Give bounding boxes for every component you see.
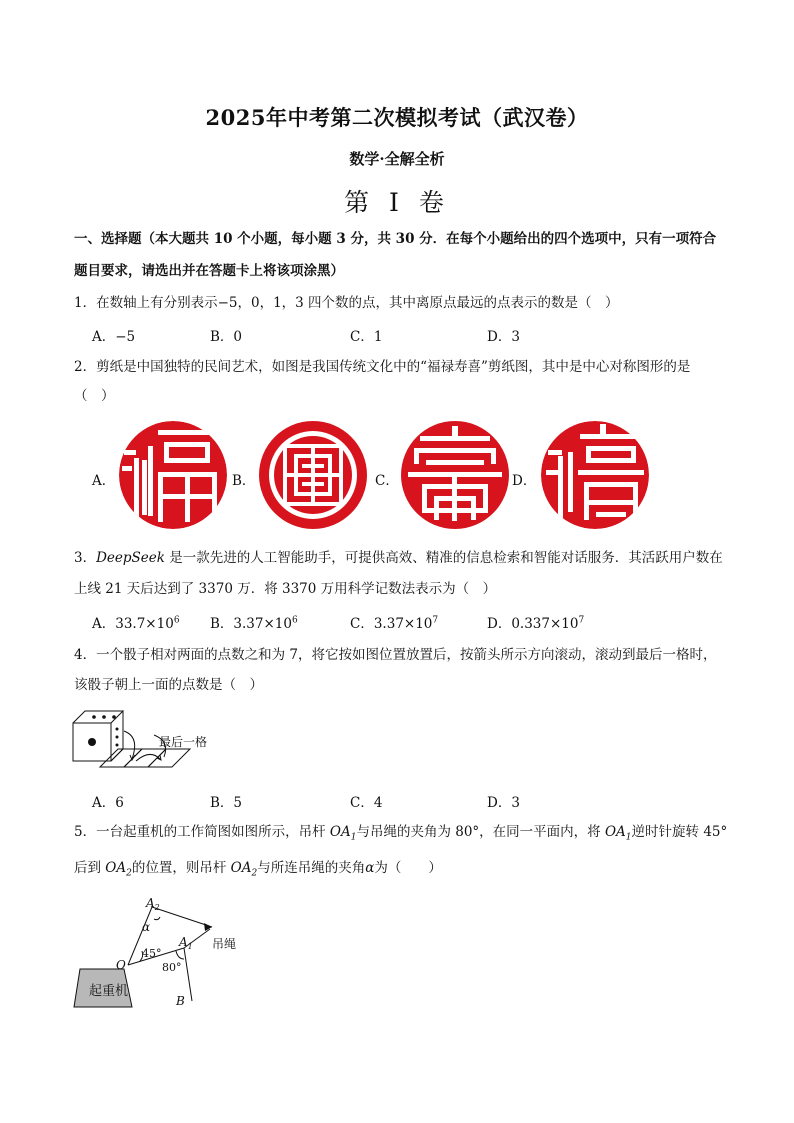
label-o: O [116, 958, 126, 972]
fu-papercut-icon [118, 420, 228, 530]
q4-option-b: B．5 [210, 795, 243, 811]
q1-option-d: D．3 [487, 329, 520, 345]
q3-option-d-label: D． [487, 616, 512, 632]
shou-papercut-icon [400, 420, 510, 530]
q1-stem: 1．在数轴上有分别表示−5，0，1，3 四个数的点，其中离原点最远的点表示的数是（ ） [74, 295, 619, 311]
q4-option-c: C．4 [350, 795, 383, 811]
crane-label: 起重机 [89, 984, 129, 999]
q3-option-d-mantissa: 0.337×10 [511, 616, 579, 632]
q1-option-c: C．1 [350, 329, 383, 345]
q2-option-c-label: C． [375, 473, 399, 489]
q2-option-d-label: D． [512, 473, 537, 489]
q5-oa1-again-main: OA [604, 824, 626, 840]
q5-stem-part4: 后到 [74, 860, 106, 876]
volume-heading: 第 I 卷 [344, 188, 450, 217]
q1-option-b: B．0 [210, 329, 243, 345]
q5-stem-part1: 5．一台起重机的工作简图如图所示，吊杆 [74, 824, 330, 840]
label-rope: 吊绳 [212, 937, 237, 951]
q3-option-a-label: A． [92, 616, 116, 632]
q4-stem-line1: 4．一个骰子相对两面的点数之和为 7，将它按如图位置放置后，按箭头所示方向滚动，滚动到最后一格时， [74, 647, 717, 663]
section-instructions-line1: 一、选择题（本大题共 10 个小题，每小题 3 分，共 30 分．在每个小题给出的四个选项中，只有一项符合 [74, 231, 717, 247]
q3-option-d-exponent: 7 [578, 615, 585, 626]
q1-option-a: A．−5 [92, 329, 136, 345]
q5-oa2-sub: 2 [126, 868, 132, 879]
q5-oa2-again-sub: 2 [251, 868, 258, 879]
q4-stem-line2: 该骰子朝上一面的点数是（ ） [74, 677, 263, 693]
q5-oa2 [105, 860, 132, 879]
q2-stem-line1: 2．剪纸是中国独特的民间艺术，如图是我国传统文化中的“福禄寿喜”剪纸图，其中是中心对称图形的是 [74, 359, 691, 375]
q5-stem-part2: 与吊绳的夹角为 80°，在同一平面内，将 [356, 824, 605, 840]
label-angle-80: 80° [162, 961, 182, 974]
xi-papercut-icon [540, 420, 650, 530]
q4-option-a: A．6 [92, 795, 124, 811]
q5-stem-part7: 为（ ） [374, 860, 442, 876]
label-b: B [176, 994, 185, 1008]
q3-option-b [210, 612, 298, 632]
q2-option-a-label: A． [92, 473, 116, 489]
q5-stem-part6: 与所连吊绳的夹角 [257, 860, 366, 876]
q3-option-a [92, 612, 180, 632]
q3-stem-line2: 上线 21 天后达到了 3370 万．将 3370 万用科学记数法表示为（ ） [74, 581, 497, 597]
q3-stem-line1-rest: 是一款先进的人工智能助手，可提供高效、精准的信息检索和智能对话服务．其活跃用户数在 [164, 550, 723, 566]
q3-option-c-exponent: 7 [432, 615, 439, 626]
q5-oa2-again [230, 860, 258, 879]
q4-option-d: D．3 [487, 795, 520, 811]
q5-stem-part3: 逆时针旋转 45° [631, 824, 728, 840]
exam-title: 2025年中考第二次模拟考试（武汉卷） [205, 105, 589, 130]
q3-stem-line1 [74, 548, 723, 568]
label-angle-45: 45° [142, 947, 162, 960]
q3-option-c-label: C． [350, 616, 374, 632]
q3-option-d [487, 612, 584, 632]
q3-option-b-label: B． [210, 616, 234, 632]
label-a1: $A_1$ [179, 935, 193, 951]
q5-stem-part5: 的位置，则吊杆 [131, 860, 231, 876]
q5-oa2-main: OA [105, 860, 127, 876]
q5-oa1 [329, 824, 357, 843]
lu-papercut-icon [258, 420, 368, 530]
q3-number: 3． [74, 550, 97, 566]
q3-option-b-exponent: 6 [291, 615, 298, 626]
q3-option-a-exponent: 6 [173, 615, 180, 626]
q5-oa1-again [604, 824, 632, 843]
q3-option-b-mantissa: 3.37×10 [233, 616, 292, 632]
label-alpha: α [142, 920, 151, 934]
dice-rolling-figure [70, 705, 230, 775]
q2-option-b-label: B． [232, 473, 256, 489]
q5-oa1-again-sub: 1 [625, 832, 632, 843]
crane-figure [70, 893, 250, 1013]
rope-arrow-head [204, 923, 212, 931]
q5-oa2-again-main: OA [230, 860, 252, 876]
q5-stem-line1 [74, 822, 727, 842]
label-a2: $A_2$ [146, 896, 160, 912]
q3-brand-name: DeepSeek [96, 550, 165, 566]
q3-option-c [350, 612, 438, 632]
q5-oa1-main: OA [329, 824, 351, 840]
exam-subtitle: 数学·全解全析 [349, 150, 445, 168]
q3-option-c-mantissa: 3.37×10 [373, 616, 433, 632]
section-instructions-line2: 题目要求，请选出并在答题卡上将该项涂黑） [74, 263, 344, 279]
q2-stem-line2: （ ） [74, 388, 115, 404]
q5-stem-line2 [74, 858, 442, 878]
dice-figure-label: 最后一格 [159, 735, 208, 749]
q5-oa1-sub: 1 [350, 832, 357, 843]
q5-alpha: α [365, 860, 375, 876]
q3-option-a-mantissa: 33.7×10 [115, 616, 174, 632]
